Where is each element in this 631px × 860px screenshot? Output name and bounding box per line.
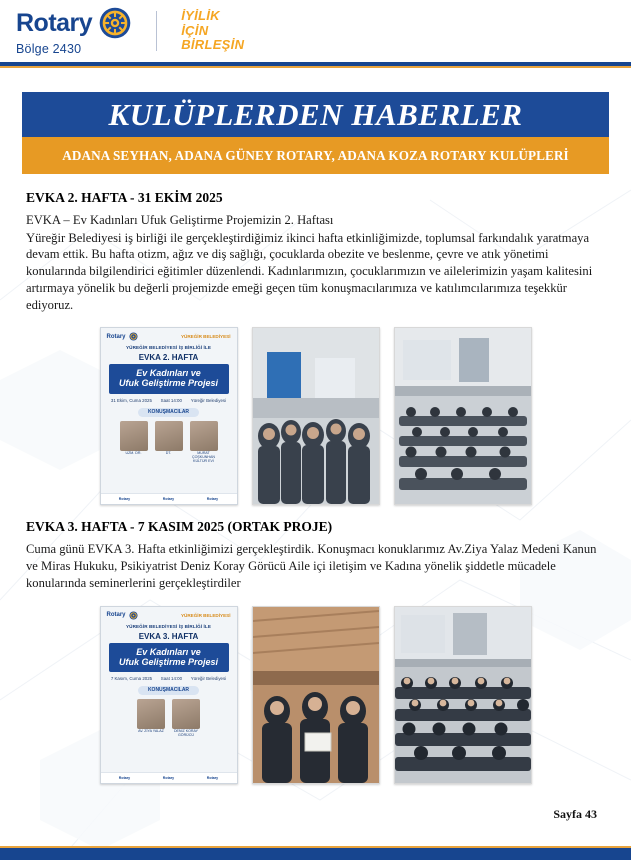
speaker-photo-1b [155, 421, 183, 451]
poster-logo-2 [107, 611, 138, 620]
speaker-photo-2b [172, 699, 200, 729]
event-poster-week3 [100, 606, 238, 784]
poster-main-line1-2: Ev Kadınları ve [136, 646, 201, 657]
section-2-paragraph-1: Cuma günü EVKA 3. Hafta etkinliğimizi gerçekleştirdik. Konuşmacı konuklarımız Av.Ziya Yalaz Medeni Kanun ve Miras Hukuku, Psikiyatrist Deniz Koray Görücü Aile içi iletişim ve Kadına yönelik şiddetle mücadele konularında seminerlerini gerçekleştirdiler [26, 542, 597, 590]
banner-top [22, 92, 609, 137]
poster-head-1 [101, 328, 237, 343]
slogan-line-1: İYİLİK [181, 7, 220, 23]
poster-meta-time-2: Saat 14:00 [160, 676, 183, 682]
footer-rule-blue [0, 848, 631, 860]
poster-footer-1 [101, 493, 237, 504]
seminar-hall-photo-week2 [394, 327, 532, 505]
poster-face-1a [119, 421, 149, 494]
rotary-wheel-icon [98, 6, 132, 40]
poster-face-1b [154, 421, 184, 494]
poster-band-2: YÜREĞİR BELEDİYESİ İŞ BİRLİĞİ İLE [126, 623, 211, 629]
brand-name: Rotary [16, 8, 93, 37]
banner-title: KULÜPLERDEN HABERLER [108, 96, 523, 132]
poster-meta-place-1: Yüreğir Belediyesi [190, 398, 227, 404]
poster-faces-2 [101, 699, 237, 772]
poster-footer-logo-1c: Rotary [206, 497, 219, 502]
poster-main-line1-1: Ev Kadınları ve [136, 368, 201, 379]
poster-main-1 [109, 364, 229, 394]
poster-footer-2 [101, 772, 237, 783]
district-label: Bölge 2430 [16, 42, 82, 57]
poster-footer-logo-1a: Rotary [118, 497, 131, 502]
banner-subtitle: ADANA SEYHAN, ADANA GÜNEY ROTARY, ADANA KOZA ROTARY KULÜPLERİ [62, 147, 569, 163]
audience-photo-week3 [394, 606, 532, 784]
poster-footer-logo-2a: Rotary [118, 775, 131, 780]
poster-band-1: YÜREĞİR BELEDİYESİ İŞ BİRLİĞİ İLE [126, 345, 211, 351]
poster-face-1c [189, 421, 219, 494]
speaker-photo-2a [137, 699, 165, 729]
poster-meta-1 [107, 398, 231, 404]
poster-partner-logo-1: YÜREĞİR BELEDİYESİ [180, 334, 231, 340]
poster-face-2b [171, 699, 201, 772]
poster-speakers-label-1: KONUŞMACILAR [138, 408, 199, 417]
poster-main-line2-1: Ufuk Geliştirme Projesi [118, 378, 219, 389]
poster-meta-time-1: Saat 14:00 [160, 398, 182, 404]
logo-divider [156, 11, 157, 51]
poster-footer-logo-1b: Rotary [162, 497, 175, 502]
poster-main-line2-2: Ufuk Geliştirme Projesi [118, 656, 219, 667]
header-rule-gold [0, 66, 631, 68]
poster-logo-1 [107, 332, 138, 341]
group-photo-week2 [252, 327, 380, 505]
poster-meta-date-2: 7 Kasım, Cuma 2025 [110, 676, 153, 682]
poster-rotary-wheel-icon-1 [129, 332, 138, 341]
speaker-photo-1a [120, 421, 148, 451]
slogan [181, 9, 244, 54]
poster-faces-1 [101, 421, 237, 494]
poster-meta-date-1: 31 Ekim, Cuma 2025 [110, 398, 152, 404]
section-heading-2: EVKA 3. HAFTA - 7 KASIM 2025 (ORTAK PROJE) [26, 519, 333, 535]
poster-logo-text-2: Rotary [106, 612, 126, 619]
poster-head-2 [101, 607, 237, 622]
rotary-mark [16, 6, 132, 56]
poster-week-2: EVKA 3. HAFTA [138, 631, 199, 641]
article-content [26, 190, 605, 784]
speaker-name-1a: UZM. DR. [125, 451, 142, 456]
section-heading-1: EVKA 2. HAFTA - 31 EKİM 2025 [26, 190, 223, 205]
photo-row-1 [26, 327, 605, 505]
section-1-paragraph-1: EVKA – Ev Kadınları Ufuk Geliştirme Projemizin 2. Haftası [26, 213, 334, 227]
poster-main-2 [109, 643, 229, 673]
speaker-name-1b: DT. [165, 451, 172, 456]
section-1-paragraph-2: Yüreğir Belediyesi iş birliği ile gerçekleştirdiğimiz ikinci hafta etkinliğimizde, toplumsal farkındalık yaratmaya devam ettik. Bu hafta otizm, ağız ve diş sağlığı, çocuklarda obezite ve beslenme, çevre ve atık yönetimi konularında bilgilendirici eğitimler düzenlendi. Kadınlarımızın, çocuklarımızın ve ailelerimizin yaşam kalitesini artırmaya yönelik bu değerli projemizde emeği geçen tüm konuşmacılarımıza ve katılımcılarımıza teşekkür ediyoruz. [26, 230, 593, 312]
poster-meta-place-2: Yüreğir Belediyesi [190, 676, 227, 682]
poster-speakers-label-2: KONUŞMACILAR [138, 686, 199, 695]
poster-face-2a [136, 699, 166, 772]
poster-footer-logo-2c: Rotary [206, 775, 219, 780]
slogan-line-3: BİRLEŞİN [181, 37, 245, 53]
page-header [0, 0, 631, 62]
poster-partner-logo-2: YÜREĞİR BELEDİYESİ [180, 612, 231, 618]
speaker-name-2b: DENİZ KORAY GÖRÜCÜ [173, 729, 199, 738]
poster-footer-logo-2b: Rotary [162, 775, 175, 780]
poster-week-1: EVKA 2. HAFTA [138, 353, 199, 363]
title-banner [22, 92, 609, 174]
banner-bottom [22, 137, 609, 174]
photo-row-2 [26, 606, 605, 784]
award-photo-week3 [252, 606, 380, 784]
poster-meta-2 [107, 676, 231, 682]
speaker-name-1c: MURAT ÇOŞKUNHAN KÜLTÜR EVİ [192, 451, 215, 464]
poster-logo-text-1: Rotary [106, 333, 126, 340]
poster-rotary-wheel-icon-2 [129, 611, 138, 620]
event-poster-week2 [100, 327, 238, 505]
speaker-photo-1c [190, 421, 218, 451]
speaker-name-2a: AV. ZİYA YALAZ [138, 729, 164, 734]
rotary-logo [0, 6, 244, 56]
slogan-line-2: İÇİN [181, 22, 209, 38]
page-number: Sayfa 43 [553, 807, 597, 821]
